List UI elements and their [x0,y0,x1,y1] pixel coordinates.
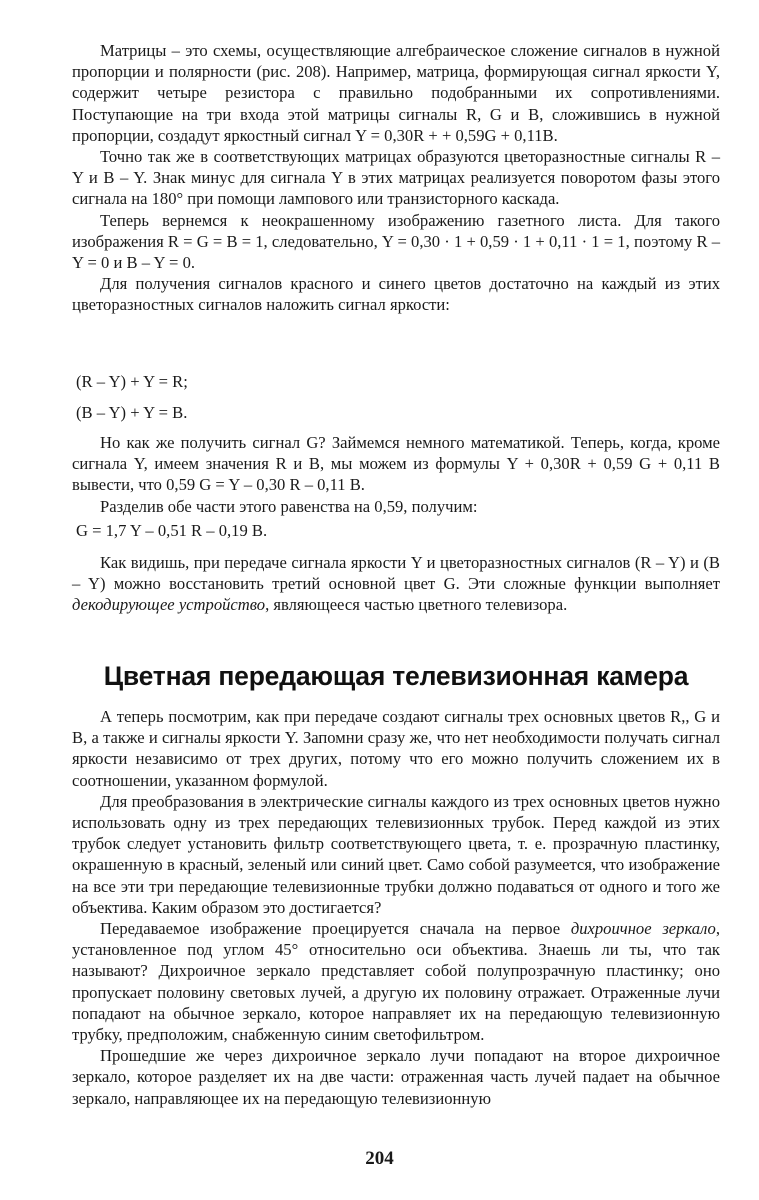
formula-red [72,371,720,392]
paragraph-color-difference: Точно так же в соответствующих матрицах образуются цветоразностные сигналы R – Y и B – Y. Знак минус для сигнала Y в этих матрицах реализуется поворотом фазы этого сигнала на 180° при помощи лампового или транзисторного каскада. [72,147,720,209]
decoder-text-start: Как видишь, при передаче сигнала яркости Y и цветоразностных сигналов (R – Y) и (B – Y) можно восстановить третий основной цвет G. Эти сложные функции выполняет [72,553,720,594]
text-block-top [72,40,720,316]
paragraph-matrices: Матрицы – это схемы, осуществляющие алгебраическое сложение сигналов в нужной пропорции и полярности (рис. 208). Например, матрица, формирующая сигнал яркости Y, содержит четыре резистора с правильно подобранными их сопротивлениями. Поступающие на три входа этой матрицы сигналы R, G и B, сложившись в нужной пропорции, создадут яркостный сигнал Y = 0,30R + + 0,59G + 0,11B. [72,41,720,145]
text-block-mid [72,432,720,517]
dichroic-term: дихроичное зеркало [570,919,716,939]
decoder-term: декодирующее устройство [72,595,266,615]
formula-g: G = 1,7 Y – 0,51 R – 0,19 B. [76,521,268,540]
section-heading: Цветная передающая телевизионная камера [103,661,689,691]
paragraph-second-mirror: Прошедшие же через дихроичное зеркало лучи попадают на второе дихроичное зеркало, которое разделяет их на две части: отраженная часть лучей падает на обычное зеркало, направляющее их на передающую телевизионную [72,1046,720,1108]
dichroic-text-end: , установленное под углом 45° относительно оси объектива. Знаешь ли ты, что так называют? Дихроичное зеркало представляет собой полупрозрачную пластинку; оно пропускает половину световых лучей, а другую их половину отражает. Отраженные лучи попадают на обычное зеркало, которое направляет их на передающую телевизионную трубку, предположим, снабженную синим светофильтром. [72,919,720,1045]
page-number: 204 [365,1148,394,1169]
paragraph-camera-intro: А теперь посмотрим, как при передаче создают сигналы трех основных цветов R,, G и B, а также и сигналы яркости Y. Запомни сразу же, что нет необходимости получать сигнал яркости независимо от трех других, потому что его можно получить сложением их в соотношении, указанном формулой. [72,707,720,790]
formula-r: (R – Y) + Y = R; [76,372,188,391]
formula-blue [72,402,720,423]
paragraph-divide: Разделив обе части этого равенства на 0,59, получим: [100,496,478,516]
text-block-camera [72,706,720,1109]
paragraph-red-blue: Для получения сигналов красного и синего цветов достаточно на каждый из этих цветоразностных сигналов наложить сигнал яркости: [72,274,720,315]
formula-green [72,520,720,541]
decoder-text-end: , являющееся частью цветного телевизора. [265,595,568,615]
paragraph-newspaper: Теперь вернемся к неокрашенному изображению газетного листа. Для такого изображения R = G = B = 1, следовательно, Y = 0,30 · 1 + 0,59 · 1 + 0,11 · 1 = 1, поэтому R – Y = 0 и B – Y = 0. [72,210,720,273]
dichroic-text-start: Передаваемое изображение проецируется сначала на первое [100,919,571,939]
formula-b: (B – Y) + Y = B. [76,403,188,422]
paragraph-decoder [72,552,720,616]
paragraph-get-g: Но как же получить сигнал G? Займемся немного математикой. Теперь, когда, кроме сигнала Y, имеем значения R и B, мы можем из формулы Y + 0,30R + 0,59 G + 0,11 B вывести, что 0,59 G = Y – 0,30 R – 0,11 B. [72,433,720,495]
paragraph-dichroic-mirror [72,918,720,1045]
paragraph-tubes: Для преобразования в электрические сигналы каждого из трех основных цветов нужно использовать одну из трех передающих телевизионных трубок. Перед каждой из этих трубок следует установить фильтр соответствующего цвета, т. е. прозрачную пластинку, окрашенную в красный, зеленый или синий цвет. Само собой разумеется, что изображение на все эти три передающие телевизионные трубки должно подаваться от одного и того же объектива. Каким образом это достигается? [72,791,720,917]
text-block-decoder [72,552,720,616]
